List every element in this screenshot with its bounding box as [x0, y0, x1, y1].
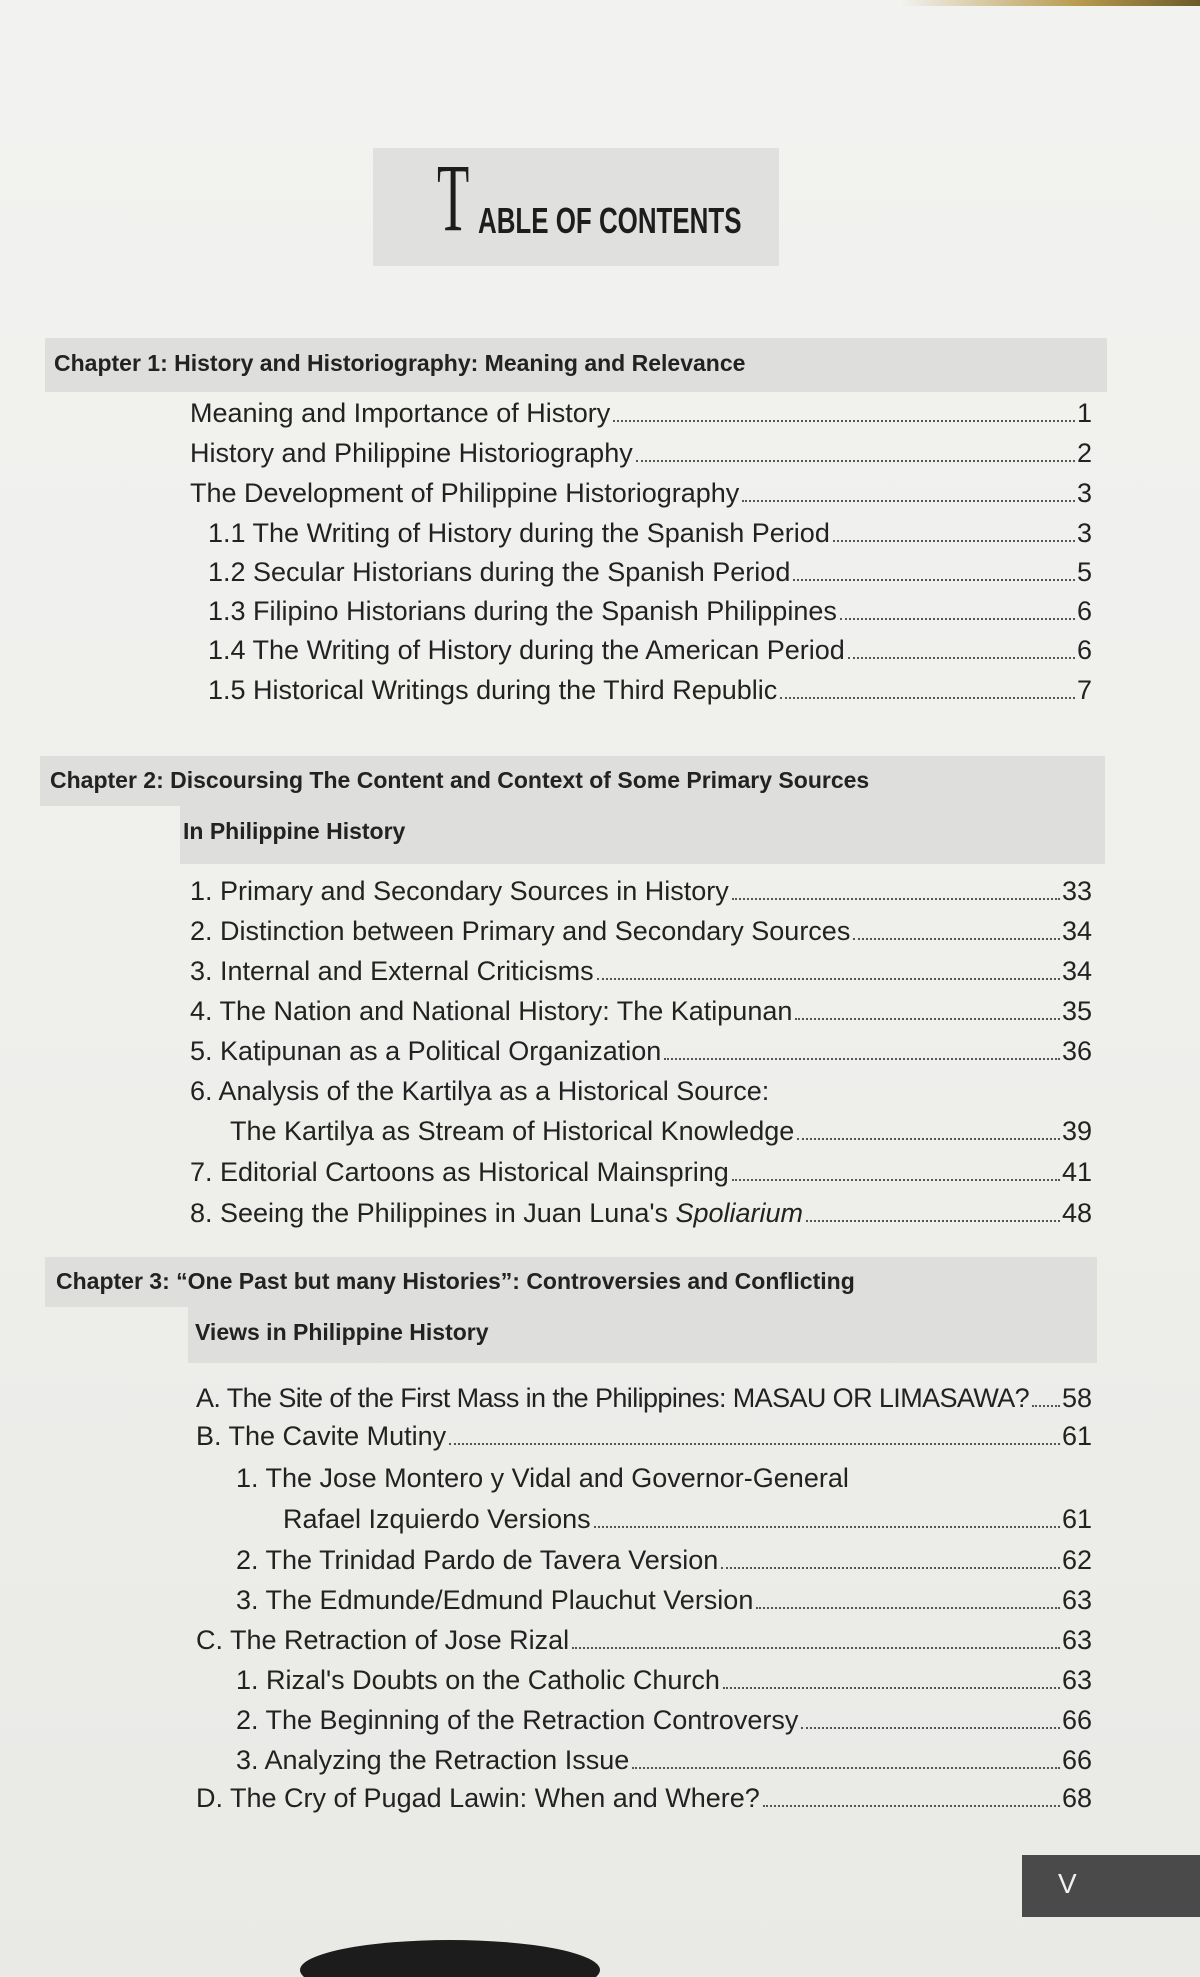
- entry-page: 63: [1061, 1625, 1092, 1655]
- toc-entry[interactable]: [196, 1421, 1092, 1452]
- toc-entry[interactable]: [190, 438, 1092, 469]
- entry-title: The Development of Philippine Historiography: [190, 478, 740, 508]
- toc-entry[interactable]: [196, 1783, 1092, 1814]
- entry-title: [190, 1198, 803, 1229]
- entry-title: 1.1 The Writing of History during the Spanish Period: [208, 518, 830, 548]
- entry-page: 1: [1076, 398, 1092, 428]
- entry-title: 5. Katipunan as a Political Organization: [190, 1036, 662, 1066]
- entry-page: 68: [1061, 1783, 1092, 1813]
- entry-title: 2. The Beginning of the Retraction Controversy: [236, 1705, 799, 1735]
- entry-page: 34: [1061, 956, 1092, 986]
- toc-entry[interactable]: [236, 1545, 1092, 1576]
- dot-leader: [780, 697, 1075, 699]
- chapter-1-heading: Chapter 1: History and Historiography: Meaning and Relevance: [54, 350, 746, 376]
- entry-title: 2. Distinction between Primary and Secondary Sources: [190, 916, 851, 946]
- toc-entry[interactable]: [190, 996, 1092, 1027]
- chapter-3-heading: Chapter 3: “One Past but many Histories”: Controversies and Conflicting: [56, 1268, 855, 1294]
- chapter-2-heading: Chapter 2: Discoursing The Content and Context of Some Primary Sources: [50, 767, 870, 793]
- dot-leader: [756, 1607, 1060, 1609]
- entry-page: 6: [1076, 635, 1092, 665]
- dot-leader: [723, 1687, 1060, 1689]
- dot-leader: [795, 1018, 1060, 1020]
- dot-leader: [797, 1138, 1060, 1140]
- entry-page: 34: [1061, 916, 1092, 946]
- toc-entry[interactable]: [208, 596, 1092, 627]
- entry-page: 3: [1076, 478, 1092, 508]
- dot-leader: [732, 898, 1060, 900]
- dot-leader: [833, 540, 1075, 542]
- entry-title: 1. Primary and Secondary Sources in History: [190, 876, 729, 906]
- chapter-3-heading-line2: Views in Philippine History: [195, 1319, 489, 1345]
- toc-entry[interactable]: [236, 1705, 1092, 1736]
- entry-title: 1.2 Secular Historians during the Spanish Period: [208, 557, 791, 587]
- dot-leader: [572, 1647, 1060, 1649]
- entry-page: 41: [1061, 1157, 1092, 1187]
- entry-title: 3. The Edmunde/Edmund Plauchut Version: [236, 1585, 754, 1615]
- entry-title: The Kartilya as Stream of Historical Knowledge: [230, 1116, 795, 1146]
- entry-title: History and Philippine Historiography: [190, 438, 633, 468]
- entry-title: B. The Cavite Mutiny: [196, 1421, 447, 1451]
- dot-leader: [848, 657, 1075, 659]
- dot-leader: [793, 579, 1075, 581]
- entry-title: Rafael Izquierdo Versions: [283, 1504, 591, 1534]
- dot-leader: [806, 1220, 1060, 1222]
- entry-page: 48: [1061, 1198, 1092, 1228]
- entry-title-text: 8. Seeing the Philippines in Juan Luna's: [190, 1198, 676, 1228]
- toc-entry[interactable]: [190, 478, 1092, 509]
- entry-title: C. The Retraction of Jose Rizal: [196, 1625, 570, 1655]
- page-edge: [900, 0, 1200, 6]
- entry-title: 1.3 Filipino Historians during the Spanish Philippines: [208, 596, 837, 626]
- dot-leader: [594, 1526, 1060, 1528]
- entry-title: A. The Site of the First Mass in the Philippines: MASAU OR LIMASAWA?: [196, 1383, 1030, 1413]
- toc-entry[interactable]: [230, 1116, 1092, 1147]
- toc-entry[interactable]: [190, 1198, 1092, 1229]
- thumb-shadow: [300, 1940, 600, 1977]
- dot-leader: [721, 1567, 1060, 1569]
- toc-entry[interactable]: [196, 1625, 1092, 1656]
- toc-entry[interactable]: [236, 1665, 1092, 1696]
- entry-title: D. The Cry of Pugad Lawin: When and Where?: [196, 1783, 760, 1813]
- entry-title: 1.4 The Writing of History during the American Period: [208, 635, 845, 665]
- entry-page: 3: [1076, 518, 1092, 548]
- dot-leader: [801, 1727, 1060, 1729]
- entry-title: 7. Editorial Cartoons as Historical Mainspring: [190, 1157, 729, 1187]
- entry-page: 2: [1076, 438, 1092, 468]
- toc-entry[interactable]: [190, 956, 1092, 987]
- dot-leader: [597, 978, 1060, 980]
- entry-title: 3. Internal and External Criticisms: [190, 956, 594, 986]
- dot-leader: [664, 1058, 1060, 1060]
- dot-leader: [840, 618, 1075, 620]
- toc-entry[interactable]: [190, 1036, 1092, 1067]
- toc-entry[interactable]: [208, 518, 1092, 549]
- entry-title: 1.5 Historical Writings during the Third Republic: [208, 675, 778, 705]
- dot-leader: [636, 460, 1075, 462]
- dot-leader: [613, 420, 1075, 422]
- entry-page: 36: [1061, 1036, 1092, 1066]
- entry-title: Meaning and Importance of History: [190, 398, 611, 428]
- dot-leader: [742, 500, 1075, 502]
- toc-entry[interactable]: [208, 675, 1092, 706]
- toc-entry[interactable]: [196, 1383, 1092, 1414]
- toc-entry[interactable]: [190, 876, 1092, 907]
- entry-title: 3. Analyzing the Retraction Issue: [236, 1745, 630, 1775]
- entry-page: 58: [1061, 1383, 1092, 1413]
- page-number: V: [1058, 1868, 1077, 1899]
- dot-leader: [449, 1443, 1060, 1445]
- entry-page: 7: [1076, 675, 1092, 705]
- dot-leader: [1032, 1405, 1060, 1407]
- toc-entry[interactable]: [236, 1745, 1092, 1776]
- entry-title: 4. The Nation and National History: The Katipunan: [190, 996, 793, 1026]
- entry-title: 1. Rizal's Doubts on the Catholic Church: [236, 1665, 720, 1695]
- toc-entry[interactable]: [190, 398, 1092, 429]
- entry-title: 2. The Trinidad Pardo de Tavera Version: [236, 1545, 719, 1575]
- entry-page: 61: [1061, 1504, 1092, 1534]
- entry-page: 66: [1061, 1745, 1092, 1775]
- title-initial: T: [437, 144, 470, 251]
- entry-page: 66: [1061, 1705, 1092, 1735]
- entry-page: 5: [1076, 557, 1092, 587]
- entry-page: 33: [1061, 876, 1092, 906]
- entry-page: 6: [1076, 596, 1092, 626]
- toc-entry[interactable]: [236, 1585, 1092, 1616]
- entry-page: 39: [1061, 1116, 1092, 1146]
- entry-page: 61: [1061, 1421, 1092, 1451]
- entry-title-italic: Spoliarium: [675, 1198, 804, 1228]
- entry-page: 63: [1061, 1585, 1092, 1615]
- dot-leader: [632, 1767, 1060, 1769]
- toc-entry[interactable]: [283, 1504, 1092, 1535]
- toc-entry[interactable]: [190, 1157, 1092, 1188]
- dot-leader: [732, 1179, 1060, 1181]
- toc-entry[interactable]: [190, 916, 1092, 947]
- toc-entry-title-line1[interactable]: 1. The Jose Montero y Vidal and Governor-General: [236, 1463, 849, 1493]
- page-number-tab: [1022, 1855, 1200, 1917]
- entry-page: 35: [1061, 996, 1092, 1026]
- entry-page: 62: [1061, 1545, 1092, 1575]
- toc-entry[interactable]: [208, 635, 1092, 666]
- toc-entry-title-line1[interactable]: 6. Analysis of the Kartilya as a Historical Source:: [190, 1076, 770, 1106]
- entry-page: 63: [1061, 1665, 1092, 1695]
- title-text: ABLE OF CONTENTS: [478, 200, 742, 241]
- chapter-2-heading-line2: In Philippine History: [183, 818, 406, 844]
- dot-leader: [853, 938, 1060, 940]
- dot-leader: [763, 1805, 1060, 1807]
- toc-entry[interactable]: [208, 557, 1092, 588]
